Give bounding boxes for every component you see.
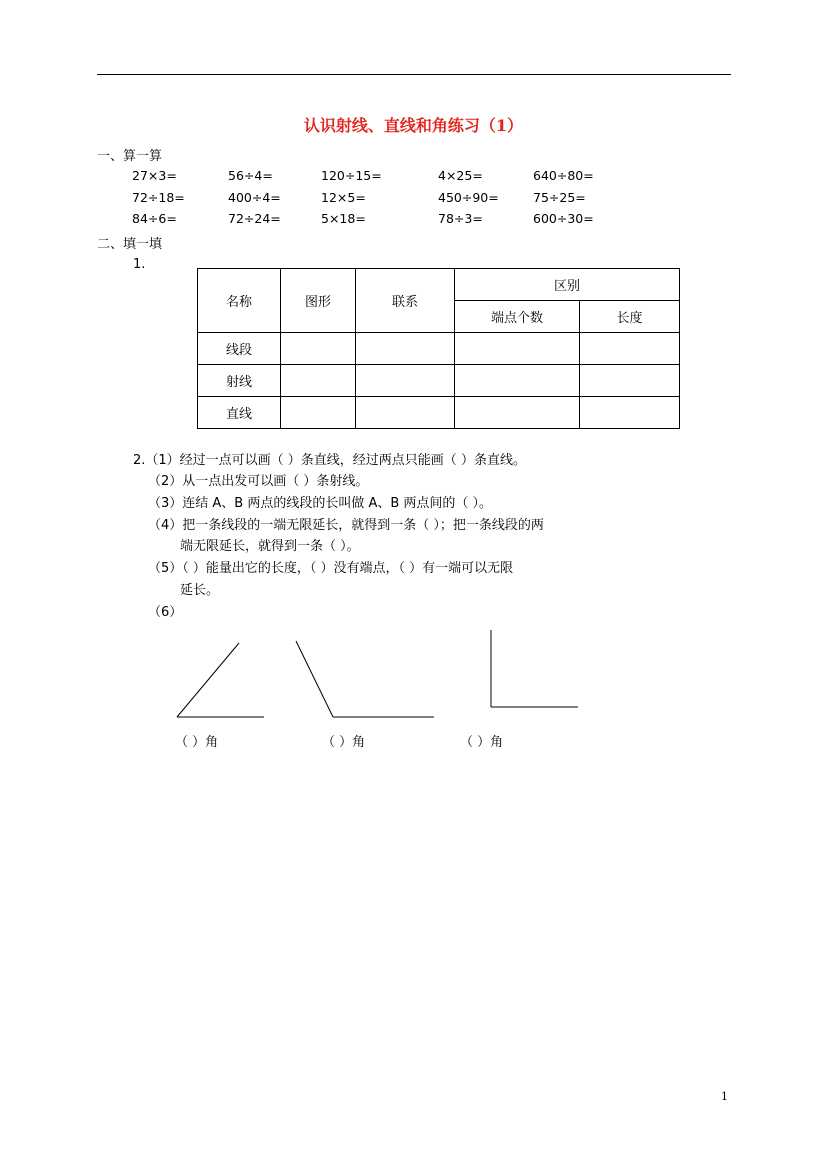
calc-item: 450÷90= [438, 190, 499, 205]
obtuse-angle-figure [296, 641, 434, 717]
row-label-ray: 射线 [198, 365, 281, 397]
calc-item: 72÷18= [132, 190, 185, 205]
angle-label-1: （ ）角 [175, 735, 219, 750]
acute-angle-figure [177, 643, 264, 717]
calc-item: 5×18= [321, 211, 366, 226]
question-2-3: （3）连结 A、B 两点的线段的长叫做 A、B 两点间的（ ）。 [148, 496, 493, 511]
question-2-4-line2: 端无限延长，就得到一条（ ）。 [180, 539, 360, 554]
header-shape: 图形 [281, 269, 356, 333]
header-endpoints: 端点个数 [455, 301, 580, 333]
calc-item: 4×25= [438, 168, 483, 183]
calc-item: 600÷30= [533, 211, 594, 226]
question-number: 1. [133, 257, 146, 272]
section1-heading: 一、算一算 [97, 149, 163, 164]
calc-item: 640÷80= [533, 168, 594, 183]
row-label-segment: 线段 [198, 333, 281, 365]
header-name: 名称 [198, 269, 281, 333]
question-2-4-line1: （4）把一条线段的一端无限延长，就得到一条（ ）；把一条线段的两 [148, 518, 544, 533]
angle-label-2: （ ）角 [322, 735, 366, 750]
calc-item: 12×5= [321, 190, 366, 205]
row-label-line: 直线 [198, 397, 281, 429]
header-relation: 联系 [356, 269, 455, 333]
calc-item: 84÷6= [132, 211, 177, 226]
calc-item: 27×3= [132, 168, 177, 183]
right-angle-figure [491, 630, 578, 707]
calc-item: 120÷15= [321, 168, 382, 183]
calc-item: 78÷3= [438, 211, 483, 226]
page-number: 1 [721, 1090, 728, 1103]
question-2-6: （6） [148, 605, 183, 620]
angle-label-3: （ ）角 [460, 735, 504, 750]
calc-item: 72÷24= [228, 211, 281, 226]
page-title: 认识射线、直线和角练习（1） [303, 116, 524, 135]
question-2-5-line2: 延长。 [180, 583, 220, 598]
calc-item: 75÷25= [533, 190, 586, 205]
question-2-2: （2）从一点出发可以画（ ）条射线。 [148, 474, 369, 489]
calc-item: 56÷4= [228, 168, 273, 183]
section2-heading: 二、填一填 [97, 237, 163, 252]
header-length: 长度 [580, 301, 680, 333]
question-2-1: 2.（1）经过一点可以画（ ）条直线，经过两点只能画（ ）条直线。 [133, 453, 526, 468]
question-2-5-line1: （5）（ ）能量出它的长度，（ ）没有端点，（ ）有一端可以无限 [148, 561, 514, 576]
header-difference: 区别 [455, 269, 680, 301]
calc-item: 400÷4= [228, 190, 281, 205]
